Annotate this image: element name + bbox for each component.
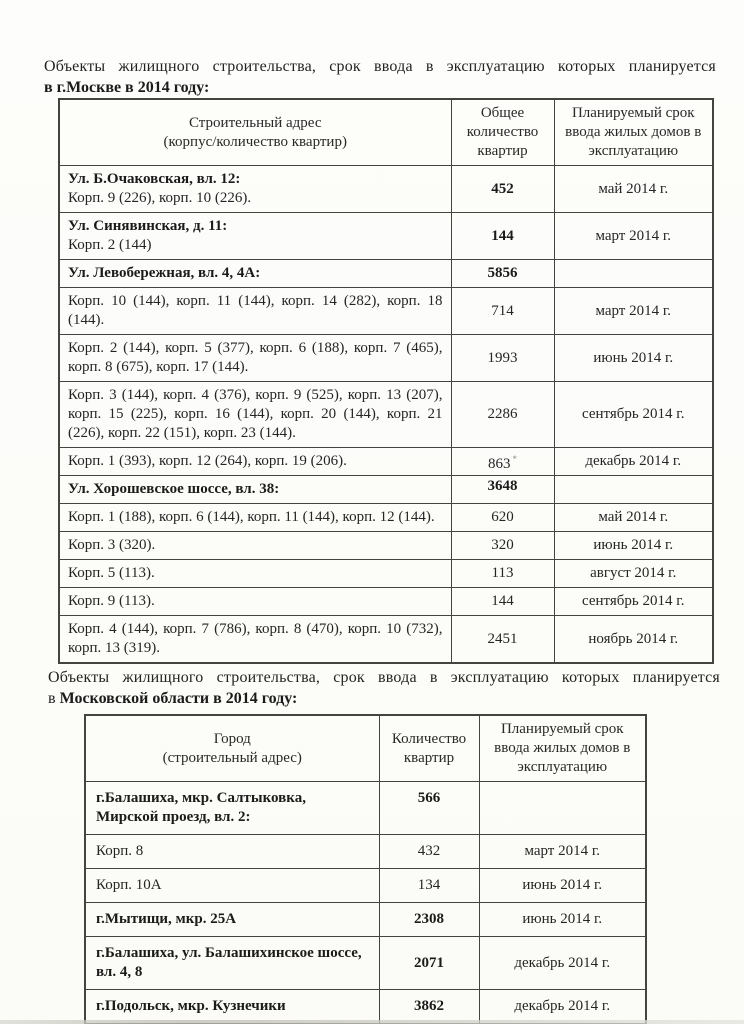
date-cell: июнь 2014 г. (479, 903, 646, 937)
address-cell (59, 213, 451, 260)
address-cell (59, 588, 451, 616)
quantity-cell: 134 (379, 869, 479, 903)
address-cell (85, 903, 379, 937)
table-row (85, 869, 646, 903)
heading-oblast-line1: Объекты жилищного строительства, срок ввода в эксплуатацию которых планируется (48, 669, 720, 686)
address-cell (59, 382, 451, 448)
date-cell: июнь 2014 г. (479, 869, 646, 903)
heading-moscow (44, 57, 716, 98)
address-cell (85, 782, 379, 835)
table-row (59, 532, 713, 560)
quantity-cell: 5856 (451, 260, 554, 288)
address-bold-line: Ул. Хорошевское шоссе, вл. 38: (68, 481, 280, 497)
heading-moscow-line2 (44, 78, 716, 98)
address-cell (59, 335, 451, 382)
heading-oblast (48, 668, 720, 709)
address-bold-line: Ул. Синявинская, д. 11: (68, 218, 228, 234)
address-cell (59, 616, 451, 664)
date-cell (554, 476, 713, 504)
address-cell (59, 476, 451, 504)
address-line: Корп. 3 (144), корп. 4 (376), корп. 9 (525), корп. 13 (207), корп. 15 (225), корп. 16 (144), корп. 20 (144), корп. 21 (226), корп. 22 (151), корп. 23 (144). (68, 387, 443, 441)
date-cell (479, 782, 646, 835)
quantity-column-header: Общее количество квартир (451, 99, 554, 166)
date-cell: сентябрь 2014 г. (554, 588, 713, 616)
address-line: Корп. 10А (96, 877, 162, 893)
address-header-line1: Строительный адрес (189, 114, 322, 131)
date-column-header: Планируемый срок ввода жилых домов в эксплуатацию (554, 99, 713, 166)
city-header-line1: Город (213, 730, 251, 747)
table-row (85, 990, 646, 1024)
quantity-cell: 452 (451, 166, 554, 213)
date-cell: май 2014 г. (554, 166, 713, 213)
table-row (59, 476, 713, 504)
date-cell: август 2014 г. (554, 560, 713, 588)
address-line: Корп. 5 (113). (68, 565, 155, 581)
address-cell (59, 288, 451, 335)
quantity-cell: 113 (451, 560, 554, 588)
address-bold-line: г.Мытищи, мкр. 25А (96, 911, 237, 927)
moscow-table (58, 98, 714, 664)
table-row (59, 260, 713, 288)
city-column-header (85, 715, 379, 782)
quantity-cell: 144 (451, 588, 554, 616)
quantity-value: 863 (488, 455, 511, 472)
address-line: Корп. 2 (144) (68, 237, 152, 253)
address-bold-line: г.Балашиха, ул. Балашихинское шоссе, вл. 4, 8 (96, 945, 362, 980)
address-cell (59, 504, 451, 532)
oblast-table (84, 714, 647, 1024)
date-cell: март 2014 г. (554, 288, 713, 335)
table-row (85, 782, 646, 835)
table-row (59, 288, 713, 335)
quantity-cell: 144 (451, 213, 554, 260)
date-cell: декабрь 2014 г. (479, 937, 646, 990)
date-cell: ноябрь 2014 г. (554, 616, 713, 664)
date-cell: декабрь 2014 г. (479, 990, 646, 1024)
address-bold-line: г.Балашиха, мкр. Салтыковка, Мирской проезд, вл. 2: (96, 790, 306, 825)
address-cell (59, 166, 451, 213)
address-cell (59, 448, 451, 476)
date-cell: июнь 2014 г. (554, 532, 713, 560)
heading-oblast-line2-bold: Московской области в 2014 году: (59, 690, 298, 707)
table-row (59, 166, 713, 213)
date-column-header: Планируемый срок ввода жилых домов в эксплуатацию (479, 715, 646, 782)
table-row (59, 382, 713, 448)
table-row (85, 903, 646, 937)
address-bold-line: г.Подольск, мкр. Кузнечики (96, 998, 286, 1014)
address-line: Корп. 4 (144), корп. 7 (786), корп. 8 (470), корп. 10 (732), корп. 13 (319). (68, 621, 443, 656)
address-cell (59, 260, 451, 288)
quantity-column-header: Количество квартир (379, 715, 479, 782)
heading-oblast-line2-prefix: в (48, 690, 60, 707)
quantity-cell: 320 (451, 532, 554, 560)
quantity-cell: 2451 (451, 616, 554, 664)
quantity-cell: 2308 (379, 903, 479, 937)
table-row (59, 588, 713, 616)
address-header-line2: (корпус/количество квартир) (163, 133, 347, 150)
date-cell: март 2014 г. (554, 213, 713, 260)
address-bold-line: Ул. Б.Очаковская, вл. 12: (68, 171, 241, 187)
table-row (59, 213, 713, 260)
table-row (59, 448, 713, 476)
city-header-line2: (строительный адрес) (162, 749, 302, 766)
address-cell (85, 990, 379, 1024)
scan-speck: * (512, 453, 517, 464)
address-line: Корп. 3 (320). (68, 537, 156, 553)
quantity-cell: 2071 (379, 937, 479, 990)
quantity-cell: 3862 (379, 990, 479, 1024)
quantity-cell: 3648 (451, 476, 554, 504)
address-cell (85, 869, 379, 903)
address-line: Корп. 8 (96, 843, 144, 859)
date-cell: май 2014 г. (554, 504, 713, 532)
date-cell: июнь 2014 г. (554, 335, 713, 382)
address-line: Корп. 10 (144), корп. 11 (144), корп. 14 (282), корп. 18 (144). (68, 293, 443, 328)
table-header-row (59, 99, 713, 166)
address-cell (59, 532, 451, 560)
heading-moscow-line2-bold: в г.Москве в 2014 году: (44, 79, 210, 96)
address-line: Корп. 9 (113). (68, 593, 155, 609)
table-row (85, 835, 646, 869)
table-row (59, 616, 713, 664)
date-cell: март 2014 г. (479, 835, 646, 869)
date-cell (554, 260, 713, 288)
table-row (59, 335, 713, 382)
address-cell (85, 937, 379, 990)
address-cell (85, 835, 379, 869)
address-cell (59, 560, 451, 588)
address-line: Корп. 1 (188), корп. 6 (144), корп. 11 (144), корп. 12 (144). (68, 509, 435, 525)
quantity-cell: 432 (379, 835, 479, 869)
table-row (59, 560, 713, 588)
quantity-cell: 2286 (451, 382, 554, 448)
quantity-cell: 566 (379, 782, 479, 835)
table-row (59, 504, 713, 532)
quantity-cell: 1993 (451, 335, 554, 382)
address-line: Корп. 9 (226), корп. 10 (226). (68, 190, 252, 206)
quantity-cell: 714 (451, 288, 554, 335)
quantity-cell (451, 448, 554, 476)
heading-moscow-line1: Объекты жилищного строительства, срок ввода в эксплуатацию которых планируется (44, 58, 716, 75)
address-line: Корп. 2 (144), корп. 5 (377), корп. 6 (188), корп. 7 (465), корп. 8 (675), корп. 17 (144). (68, 340, 443, 375)
quantity-cell: 620 (451, 504, 554, 532)
heading-oblast-line2 (48, 689, 720, 709)
address-line: Корп. 1 (393), корп. 12 (264), корп. 19 (206). (68, 453, 347, 469)
address-column-header (59, 99, 451, 166)
date-cell: декабрь 2014 г. (554, 448, 713, 476)
table-header-row (85, 715, 646, 782)
date-cell: сентябрь 2014 г. (554, 382, 713, 448)
table-row (85, 937, 646, 990)
address-bold-line: Ул. Левобережная, вл. 4, 4А: (68, 265, 261, 281)
scanner-edge-artifact (0, 1020, 744, 1024)
